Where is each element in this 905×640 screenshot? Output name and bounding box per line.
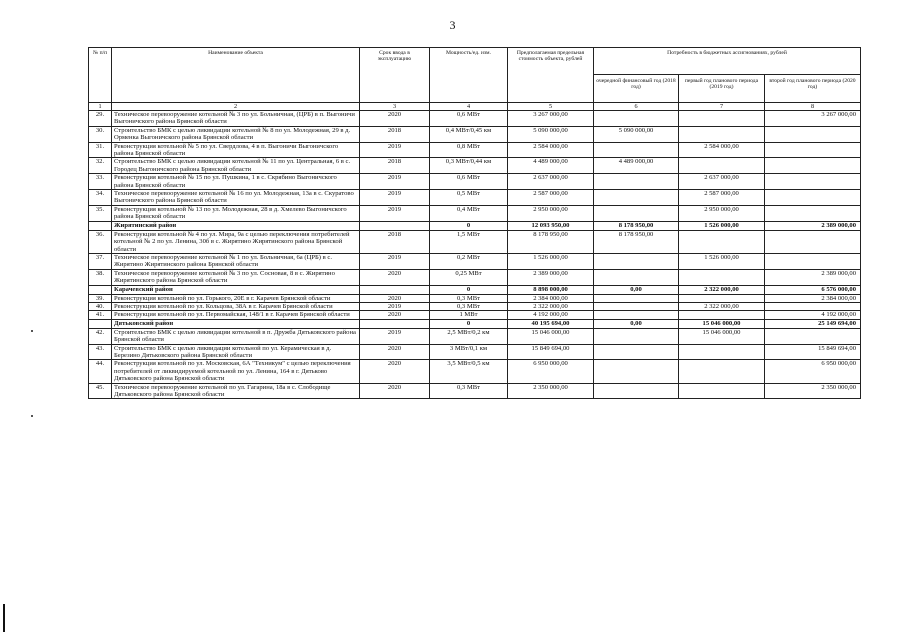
cell-year-1 (594, 111, 679, 127)
cell-year-2 (679, 360, 765, 383)
col-number: 3 (360, 103, 430, 111)
cell-term: 2018 (360, 230, 430, 253)
cell-cost: 40 195 694,00 (508, 319, 594, 328)
scan-speck (31, 330, 33, 332)
cell-capacity: 0,5 МВт (430, 190, 508, 206)
cell-object-name: Техническое перевооружение котельной № 1 по ул. Больничная, 6а (ЦРБ) в с. Жирятино Жирятинского района Брянской области (112, 253, 360, 269)
cell-year-2 (679, 230, 765, 253)
cell-capacity: 1,5 МВт (430, 230, 508, 253)
cell-year-3 (765, 174, 861, 190)
col-number: 6 (594, 103, 679, 111)
table-row (89, 111, 861, 127)
table-row (89, 294, 861, 302)
cell-no (89, 319, 112, 328)
cell-term: 2020 (360, 294, 430, 302)
cell-year-1: 8 178 950,00 (594, 230, 679, 253)
cell-year-2: 2 637 000,00 (679, 174, 765, 190)
cell-term: 2020 (360, 311, 430, 319)
cell-year-3 (765, 230, 861, 253)
cell-no: 36. (89, 230, 112, 253)
table-row (89, 126, 861, 142)
cell-object-name: Строительство БМК с целью ликвидации котельной № 8 по ул. Молодежная, 29 в д. Орменка Выгоничского района Брянской области (112, 126, 360, 142)
cell-year-1 (594, 360, 679, 383)
cell-no: 45. (89, 383, 112, 399)
cell-capacity: 1 МВт (430, 311, 508, 319)
cell-year-1: 0,00 (594, 285, 679, 294)
cell-year-3 (765, 328, 861, 344)
cell-object-name: Техническое перевооружение котельной № 3 по ул. Больничная, (ЦРБ) в п. Выгоничи Выгоничского района Брянской области (112, 111, 360, 127)
header-year-3: второй год планового периода (2020 год) (765, 75, 861, 103)
table-row (89, 158, 861, 174)
cell-year-1: 4 489 000,00 (594, 158, 679, 174)
cell-no: 35. (89, 205, 112, 221)
cell-term: 2020 (360, 269, 430, 285)
cell-no: 41. (89, 311, 112, 319)
cell-no: 30. (89, 126, 112, 142)
col-number: 1 (89, 103, 112, 111)
table-row (89, 190, 861, 206)
cell-no: 33. (89, 174, 112, 190)
cell-object-name: Техническое перевооружение котельной по ул. Гагарина, 18а в с. Слободище Дятьковского района Брянской области (112, 383, 360, 399)
cell-term: 2019 (360, 142, 430, 158)
cell-term (360, 221, 430, 230)
cell-year-1: 8 178 950,00 (594, 221, 679, 230)
cell-capacity: 0 (430, 285, 508, 294)
cell-year-1 (594, 253, 679, 269)
cell-year-2 (679, 344, 765, 360)
cell-object-name: Реконструкция котельной по ул. Горького, 20Е в г. Карачев Брянской области (112, 294, 360, 302)
cell-object-name: Строительство БМК с целью ликвидации котельной № 11 по ул. Центральная, 6 в с. Городец Выгоничского района Брянской области (112, 158, 360, 174)
cell-term: 2018 (360, 158, 430, 174)
col-number: 4 (430, 103, 508, 111)
cell-term: 2019 (360, 253, 430, 269)
cell-term: 2019 (360, 302, 430, 310)
cell-year-2 (679, 294, 765, 302)
table-row (89, 230, 861, 253)
header-row (89, 48, 861, 75)
cell-year-3: 25 149 694,00 (765, 319, 861, 328)
cell-no: 40. (89, 302, 112, 310)
cell-year-3 (765, 205, 861, 221)
scan-edge-mark (3, 604, 5, 632)
cell-year-3 (765, 126, 861, 142)
cell-object-name: Техническое перевооружение котельной № 16 по ул. Молодежная, 13а в с. Скуратово Выгоничского района Брянской области (112, 190, 360, 206)
cell-cost: 8 178 950,00 (508, 230, 594, 253)
cell-capacity: 0,25 МВт (430, 269, 508, 285)
cell-object-name: Дятьковский район (112, 319, 360, 328)
cell-term: 2019 (360, 190, 430, 206)
cell-object-name: Строительство БМК с целью ликвидации котельной по ул. Керамическая в д. Березино Дятьковского района Брянской области (112, 344, 360, 360)
district-total-row (89, 285, 861, 294)
cell-object-name: Реконструкция котельной по ул. Кольцова, 38А в г. Карачев Брянской области (112, 302, 360, 310)
cell-object-name: Реконструкция котельной № 15 по ул. Пушкина, 1 в с. Скрябино Выгоничского района Брянской области (112, 174, 360, 190)
cell-year-1 (594, 174, 679, 190)
cell-year-2 (679, 311, 765, 319)
cell-object-name: Жирятинский район (112, 221, 360, 230)
cell-year-2 (679, 126, 765, 142)
cell-year-1 (594, 190, 679, 206)
cell-no: 39. (89, 294, 112, 302)
cell-cost: 12 093 950,00 (508, 221, 594, 230)
header-need: Потребность в бюджетных ассигнованиях, рублей (594, 48, 861, 75)
cell-term: 2020 (360, 360, 430, 383)
page-number: 3 (449, 18, 456, 32)
cell-year-3 (765, 190, 861, 206)
cell-object-name: Реконструкция котельной № 13 по ул. Молодежная, 28 в д. Хмелево Выгоничского района Брянской области (112, 205, 360, 221)
district-total-row (89, 221, 861, 230)
col-number: 5 (508, 103, 594, 111)
cell-term: 2019 (360, 174, 430, 190)
table-row (89, 311, 861, 319)
cell-capacity: 3 МВт/0,1 км (430, 344, 508, 360)
cell-capacity: 0 (430, 221, 508, 230)
cell-no: 38. (89, 269, 112, 285)
cell-cost: 2 587 000,00 (508, 190, 594, 206)
header-name: Наименование объекта (112, 48, 360, 103)
cell-object-name: Техническое перевооружение котельной № 3 по ул. Сосновая, 8 в с. Жирятино Жирятинского района Брянской области (112, 269, 360, 285)
cell-capacity: 0,3 МВт (430, 383, 508, 399)
investment-table (88, 47, 861, 399)
table-row (89, 383, 861, 399)
table-body (89, 111, 861, 399)
cell-capacity: 0,6 МВт (430, 111, 508, 127)
cell-capacity: 0,6 МВт (430, 174, 508, 190)
cell-year-2 (679, 111, 765, 127)
cell-cost: 5 090 000,00 (508, 126, 594, 142)
table-row (89, 142, 861, 158)
cell-term: 2020 (360, 344, 430, 360)
cell-year-3: 4 192 000,00 (765, 311, 861, 319)
cell-year-1 (594, 142, 679, 158)
cell-cost: 4 192 000,00 (508, 311, 594, 319)
cell-no: 29. (89, 111, 112, 127)
cell-cost: 15 046 000,00 (508, 328, 594, 344)
cell-cost: 4 489 000,00 (508, 158, 594, 174)
cell-cost: 2 950 000,00 (508, 205, 594, 221)
cell-year-2: 2 950 000,00 (679, 205, 765, 221)
cell-cost: 8 898 000,00 (508, 285, 594, 294)
cell-capacity: 0,3 МВт (430, 302, 508, 310)
cell-year-3: 2 384 000,00 (765, 294, 861, 302)
cell-year-3 (765, 142, 861, 158)
cell-cost: 2 322 000,00 (508, 302, 594, 310)
cell-capacity: 2,5 МВт/0,2 км (430, 328, 508, 344)
cell-year-1 (594, 344, 679, 360)
scan-speck (31, 415, 33, 417)
cell-year-3: 6 576 000,00 (765, 285, 861, 294)
cell-capacity: 0,3 МВт (430, 294, 508, 302)
cell-object-name: Реконструкция котельной по ул. Московская, 6А "Техникум" с целью переключения потребителей от ликвидируемой котельной по ул. Ленина, 164 в г. Дятьково Дятьковского района Брянской области (112, 360, 360, 383)
cell-year-1 (594, 302, 679, 310)
cell-year-1 (594, 328, 679, 344)
header-year-1: очередной финансовый год (2018 год) (594, 75, 679, 103)
cell-capacity: 0,4 МВт (430, 205, 508, 221)
cell-no: 31. (89, 142, 112, 158)
table-row (89, 174, 861, 190)
table-row (89, 302, 861, 310)
cell-year-1 (594, 311, 679, 319)
cell-term: 2019 (360, 328, 430, 344)
cell-cost: 2 384 000,00 (508, 294, 594, 302)
cell-no (89, 285, 112, 294)
district-total-row (89, 319, 861, 328)
cell-no: 34. (89, 190, 112, 206)
cell-year-1: 0,00 (594, 319, 679, 328)
cell-year-3 (765, 158, 861, 174)
cell-cost: 2 350 000,00 (508, 383, 594, 399)
cell-year-1 (594, 205, 679, 221)
cell-year-2: 1 526 000,00 (679, 221, 765, 230)
cell-object-name: Реконструкция котельной № 5 по ул. Свердлова, 4 в п. Выгоничи Выгоничского района Брянской области (112, 142, 360, 158)
cell-year-1 (594, 269, 679, 285)
cell-term (360, 319, 430, 328)
cell-cost: 2 637 000,00 (508, 174, 594, 190)
cell-year-3: 15 849 694,00 (765, 344, 861, 360)
col-number: 7 (679, 103, 765, 111)
header-term: Срок ввода в эксплуатацию (360, 48, 430, 103)
cell-capacity: 0,8 МВт (430, 142, 508, 158)
cell-object-name: Строительство БМК с целью ликвидации котельной в п. Дружба Дятьковского района Брянской области (112, 328, 360, 344)
cell-no: 43. (89, 344, 112, 360)
cell-object-name: Реконструкция котельной по ул. Первомайская, 148/1 в г. Карачев Брянской области (112, 311, 360, 319)
table-row (89, 344, 861, 360)
cell-year-2: 2 322 000,00 (679, 302, 765, 310)
header-capacity: Мощность/ед. изм. (430, 48, 508, 103)
cell-capacity: 0,2 МВт (430, 253, 508, 269)
cell-capacity: 0 (430, 319, 508, 328)
cell-no: 44. (89, 360, 112, 383)
cell-cost: 15 849 694,00 (508, 344, 594, 360)
cell-object-name: Карачевский район (112, 285, 360, 294)
table-row (89, 328, 861, 344)
cell-year-2: 1 526 000,00 (679, 253, 765, 269)
cell-term: 2018 (360, 126, 430, 142)
header-no: № п/п (89, 48, 112, 103)
cell-year-2: 2 584 000,00 (679, 142, 765, 158)
cell-year-2 (679, 269, 765, 285)
cell-year-3: 3 267 000,00 (765, 111, 861, 127)
cell-term: 2020 (360, 111, 430, 127)
cell-year-2 (679, 158, 765, 174)
cell-no: 42. (89, 328, 112, 344)
cell-capacity: 0,3 МВт/0,44 км (430, 158, 508, 174)
cell-no: 37. (89, 253, 112, 269)
cell-year-1 (594, 383, 679, 399)
cell-year-3: 2 350 000,00 (765, 383, 861, 399)
cell-year-2: 2 587 000,00 (679, 190, 765, 206)
cell-term: 2019 (360, 205, 430, 221)
cell-year-2: 15 046 000,00 (679, 319, 765, 328)
header-cost: Предполагаемая предельная стоимость объекта, рублей (508, 48, 594, 103)
cell-no (89, 221, 112, 230)
col-number: 8 (765, 103, 861, 111)
cell-year-1 (594, 294, 679, 302)
cell-cost: 3 267 000,00 (508, 111, 594, 127)
cell-year-2 (679, 383, 765, 399)
cell-year-2: 2 322 000,00 (679, 285, 765, 294)
cell-term: 2020 (360, 383, 430, 399)
cell-year-3 (765, 302, 861, 310)
cell-term (360, 285, 430, 294)
cell-capacity: 0,4 МВт/0,45 км (430, 126, 508, 142)
cell-year-3: 6 950 000,00 (765, 360, 861, 383)
cell-year-3 (765, 253, 861, 269)
cell-year-1: 5 090 000,00 (594, 126, 679, 142)
cell-capacity: 3,5 МВт/0,5 км (430, 360, 508, 383)
col-number: 2 (112, 103, 360, 111)
column-number-row (89, 103, 861, 111)
cell-cost: 6 950 000,00 (508, 360, 594, 383)
header-year-2: первый год планового периода (2019 год) (679, 75, 765, 103)
table-row (89, 253, 861, 269)
cell-cost: 1 526 000,00 (508, 253, 594, 269)
cell-year-2: 15 046 000,00 (679, 328, 765, 344)
table-row (89, 269, 861, 285)
cell-cost: 2 389 000,00 (508, 269, 594, 285)
table-row (89, 360, 861, 383)
cell-year-3: 2 389 000,00 (765, 221, 861, 230)
cell-cost: 2 584 000,00 (508, 142, 594, 158)
cell-object-name: Реконструкция котельной № 4 по ул. Мира, 9а с целью переключения потребителей котельной № 2 по ул. Ленина, 30б в с. Жирятино Жирятинского района Брянской области (112, 230, 360, 253)
cell-year-3: 2 389 000,00 (765, 269, 861, 285)
table-row (89, 205, 861, 221)
cell-no: 32. (89, 158, 112, 174)
